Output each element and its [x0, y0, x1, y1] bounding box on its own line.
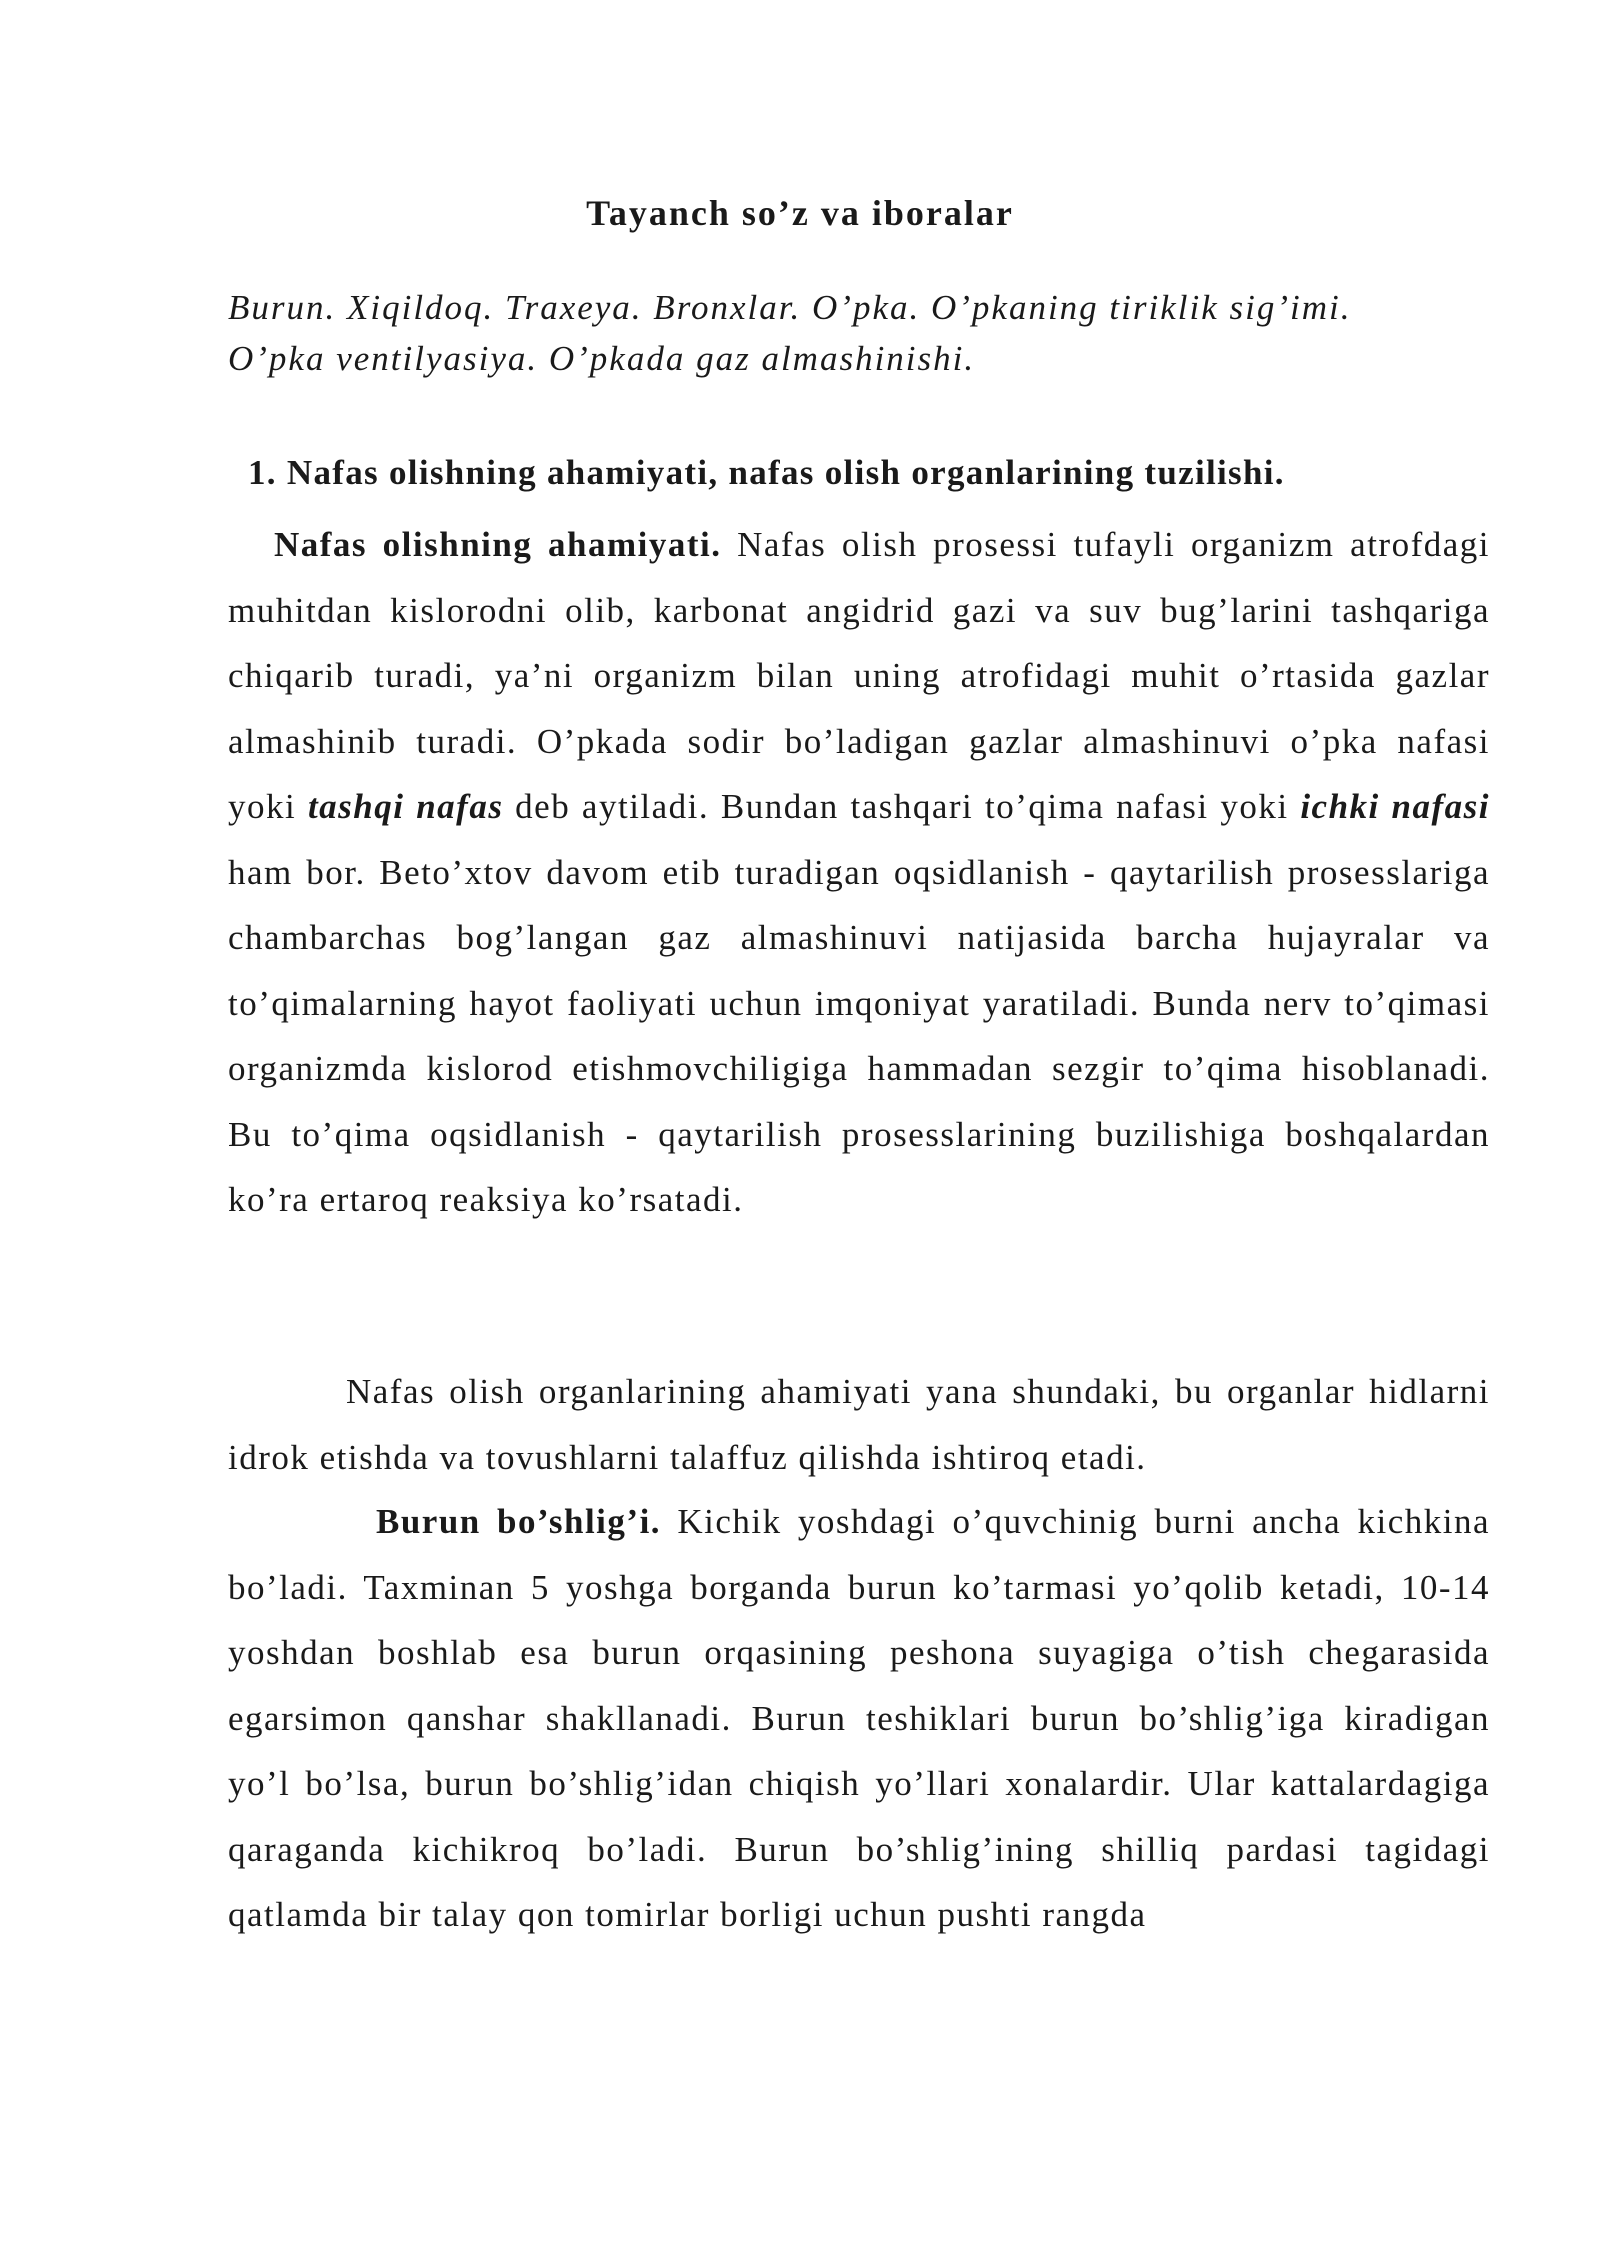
keywords-line: Burun. Xiqildoq. Traxeya. Bronxlar. O’pka. O’pkaning tiriklik sig’imi. [228, 288, 1352, 327]
paragraph-lead: Burun bo’shlig’i. [376, 1502, 662, 1541]
keywords-line: O’pka ventilyasiya. O’pkada gaz almashinishi. [228, 339, 976, 378]
term-highlight: ichki nafasi [1300, 787, 1490, 826]
paragraph-lead: Nafas olishning ahamiyati. [274, 525, 722, 564]
keywords-list [228, 282, 1490, 384]
paragraph-nasal-cavity [228, 1489, 1490, 1948]
paragraph-text: deb aytiladi. Bundan tashqari to’qima nafasi yoki [503, 787, 1301, 826]
paragraph-text: ham bor. Beto’xtov davom etib turadigan oqsidlanish - qaytarilish prosesslariga chambarchas bog’langan gaz almashinuvi natijasida barcha hujayralar va to’qimalarning hayot faoliyati uchun imqoniyat yaratiladi. Bunda nerv to’qimasi organizmda kislorod etishmovchiligiga hammadan sezgir to’qima hisoblanadi. Bu to’qima oqsidlanish - qaytarilish prosesslarining buzilishiga boshqalardan ko’ra ertaroq reaksiya ko’rsatadi. [228, 852, 1490, 1219]
page-title: Tayanch so’z va iboralar [586, 193, 1014, 233]
paragraph-organs-role: Nafas olish organlarining ahamiyati yana shundaki, bu organlar hidlarni idrok etishda va tovushlarni talaffuz qilishda ishtiroq etadi. [228, 1372, 1490, 1477]
section-heading: 1. Nafas olishning ahamiyati, nafas olish organlarining tuzilishi. [248, 453, 1285, 492]
paragraph-text: Nafas olish prosessi tufayli organizm atrofdagi muhitdan kislorodni olib, karbonat angidrid gazi va suv bug’larini tashqariga chiqarib turadi, ya’ni organizm bilan uning atrofidagi muhit o’rtasida gazlar almashinib turadi. O’pkada sodir bo’ladigan gazlar almashinuvi o’pka nafasi yoki [228, 525, 1490, 826]
paragraph-respiration-importance [228, 512, 1490, 1233]
paragraph-text: Kichik yoshdagi o’quvchinig burni ancha kichkina bo’ladi. Taxminan 5 yoshga borganda burun ko’tarmasi yo’qolib ketadi, 10-14 yoshdan boshlab esa burun orqasining peshona suyagiga o’tish chegarasida egarsimon qanshar shakllanadi. Burun teshiklari burun bo’shlig’iga kiradigan yo’l bo’lsa, burun bo’shlig’idan chiqish yo’llari xonalardir. Ular kattalardagiga qaraganda kichikroq bo’ladi. Burun bo’shlig’ining shilliq pardasi tagidagi qatlamda bir talay qon tomirlar borligi uchun pushti rangda [228, 1502, 1490, 1934]
term-highlight: tashqi nafas [307, 787, 504, 826]
